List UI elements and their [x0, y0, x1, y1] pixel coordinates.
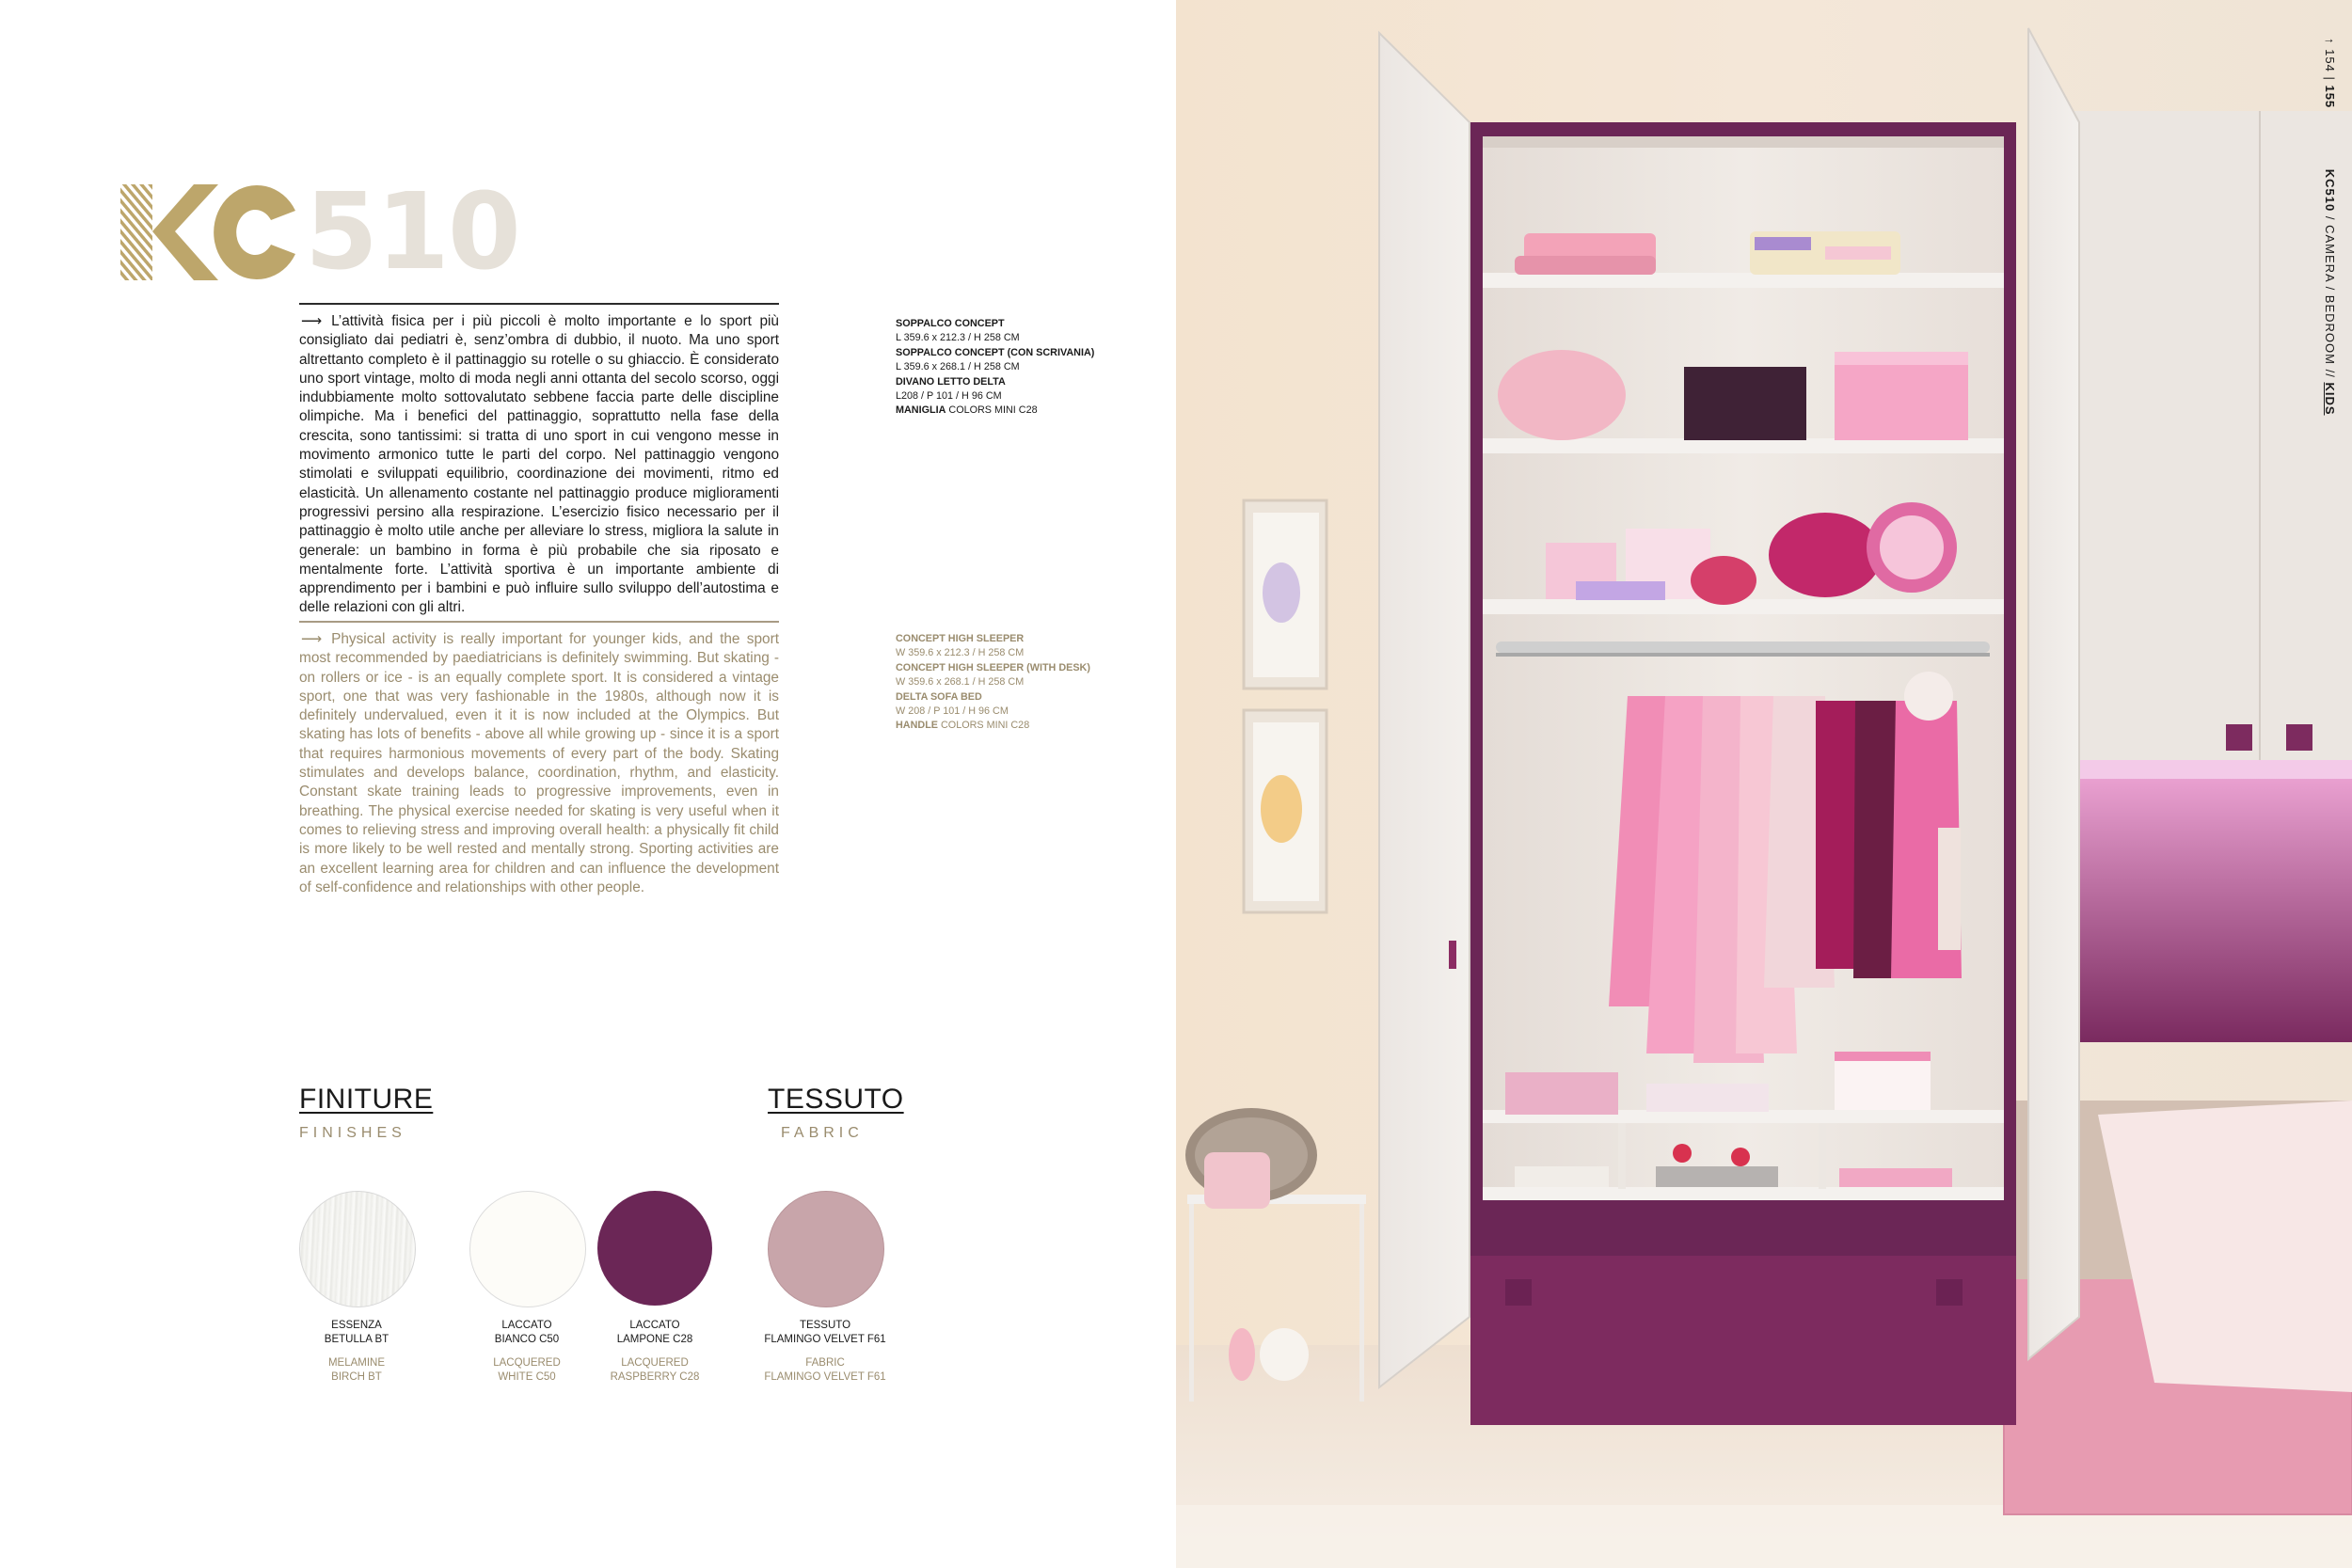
finish-caption-birch: [281, 1319, 432, 1385]
arrow-right-icon: ⟶: [301, 313, 323, 329]
swatch-birch: [299, 1191, 416, 1307]
spec-dimensions: L 359.6 x 268.1 / H 258 CM: [896, 361, 1020, 373]
divider-italian: [299, 303, 779, 305]
finish-code-en: RASPBERRY C28: [610, 1371, 700, 1383]
spec-dimensions: L208 / P 101 / H 96 CM: [896, 390, 1002, 403]
page-number-left: 154: [2323, 49, 2337, 72]
fabric-caption: [750, 1319, 900, 1385]
finish-code-en: WHITE C50: [498, 1371, 556, 1383]
page-separator: |: [2323, 76, 2337, 81]
spec-handle: [896, 720, 1029, 731]
arrow-right-icon: ⟶: [301, 631, 323, 647]
spec-dimensions: W 359.6 x 268.1 / H 258 CM: [896, 676, 1025, 689]
kc-logo-mark: [120, 182, 299, 282]
finishes-subtitle: FINISHES: [299, 1125, 406, 1141]
finish-name-en: LACQUERED: [493, 1357, 561, 1369]
description-italian: [299, 312, 779, 618]
finish-code: BETULLA BT: [324, 1334, 389, 1345]
finish-caption-raspberry: [580, 1319, 730, 1385]
page-arrow-icon: ↑: [2323, 38, 2337, 45]
wardrobe-illustration: [1176, 0, 2352, 1568]
spec-name: MANIGLIA: [896, 404, 946, 417]
product-photo: [1176, 0, 2352, 1568]
description-english: [299, 630, 779, 897]
running-head-path: / CAMERA / BEDROOM //: [2323, 215, 2337, 378]
spec-dimensions: W 208 / P 101 / H 96 CM: [896, 705, 1009, 718]
fabric-subtitle: FABRIC: [781, 1125, 864, 1141]
spec-value: COLORS MINI C28: [941, 720, 1030, 732]
swatch-white: [469, 1191, 586, 1307]
logo: [120, 171, 519, 293]
finish-name-en: MELAMINE: [327, 1357, 386, 1369]
description-english-text: Physical activity is really important for younger kids, and the sport most recommended by paediatricians is definitely swimming. But skating - on rollers or ice - is an equally complete sport. It is considered a vintage sport, one that was very fashionable in the 1980s, although now it is definitely undervalued, even it it is now included at the Olympics. But skating has lots of benefits - above all while growing up - since it is a sport that requires harmonious movements of every part of the body. Skating stimulates and develops balance, coordination, rhythm, and elasticity. Constant skate training leads to progressive improvements, even in breathing. The physical exercise needed for skating is very useful when it comes to relieving stress and improving overall health: a physically fit child is more likely to be well rested and mentally strong. Sporting activities are an excellent learning area for children and can influence the development of self-confidence and relationships with other people.: [299, 631, 779, 895]
spec-value: COLORS MINI C28: [948, 404, 1038, 417]
fabric-name-en: FABRIC: [805, 1357, 845, 1369]
spec-name: SOPPALCO CONCEPT: [896, 318, 1005, 329]
spec-name: DIVANO LETTO DELTA: [896, 375, 1006, 388]
finish-name: ESSENZA: [331, 1320, 382, 1331]
spec-name: CONCEPT HIGH SLEEPER (WITH DESK): [896, 661, 1090, 673]
spec-name: SOPPALCO CONCEPT (CON SCRIVANIA): [896, 346, 1095, 358]
finish-code: BIANCO C50: [494, 1334, 560, 1345]
finish-code: LAMPONE C28: [616, 1334, 693, 1345]
running-head-section: KIDS: [2323, 382, 2337, 416]
spec-handle: [896, 404, 1038, 416]
fabric-code: FLAMINGO VELVET F61: [764, 1334, 886, 1345]
running-head-model: KC510: [2323, 168, 2337, 213]
running-head: [2307, 38, 2344, 470]
finish-code-en: BIRCH BT: [331, 1371, 382, 1383]
spec-dimensions: W 359.6 x 212.3 / H 258 CM: [896, 647, 1025, 659]
spec-name: CONCEPT HIGH SLEEPER: [896, 633, 1025, 644]
fabric-code-en: FLAMINGO VELVET F61: [764, 1371, 886, 1383]
page-number-right: 155: [2323, 85, 2337, 109]
finish-name: LACCATO: [629, 1320, 680, 1331]
swatch-raspberry: [597, 1191, 712, 1306]
fabric-name: TESSUTO: [799, 1320, 851, 1331]
running-head-text: [2323, 38, 2337, 416]
spec-name: HANDLE: [896, 720, 938, 732]
product-specs-english: [896, 632, 1140, 734]
finishes-title: FINITURE: [299, 1084, 434, 1115]
product-specs-italian: [896, 317, 1140, 419]
finish-name-en: LACQUERED: [621, 1357, 689, 1369]
divider-english: [299, 621, 779, 623]
spec-dimensions: L 359.6 x 212.3 / H 258 CM: [896, 332, 1020, 344]
spec-name: DELTA SOFA BED: [896, 690, 982, 703]
model-number: 510: [305, 171, 519, 293]
swatch-flamingo-velvet: [768, 1191, 884, 1307]
fabric-title: TESSUTO: [768, 1084, 904, 1115]
finish-name: LACCATO: [501, 1320, 552, 1331]
description-italian-text: L’attività fisica per i più piccoli è molto importante e lo sport più consigliato dai pediatri è, senz’ombra di dubbio, il nuoto. Ma uno sport altrettanto completo è il pattinaggio su rotelle o su ghiaccio. È considerato uno sport vintage, molto di moda negli anni ottanta del secolo scorso, oggi indubbiamente molto sottovalutato sebbene faccia parte delle discipline olimpiche. Ma i benefici del pattinaggio, soprattutto nella fase della crescita, sono tantissimi: si tratta di uno sport in cui vengono messe in movimento armonico tutte le parti del corpo. Nel pattinaggio vengono stimolati e sviluppati equilibrio, coordinazione dei movimenti, ritmo ed elasticità. Un allenamento costante nel pattinaggio produce miglioramenti progressivi persino alla respirazione. L’esercizio fisico necessario per il pattinaggio è molto utile anche per alleviare lo stress, migliora la salute in generale: un bambino in forma è più probabile che sia riposato e mentalmente forte. L’attività sportiva è un importante ambiente di apprendimento per i bambini e può influire sullo sviluppo dell’autostima e delle relazioni con gli altri.: [299, 313, 779, 616]
